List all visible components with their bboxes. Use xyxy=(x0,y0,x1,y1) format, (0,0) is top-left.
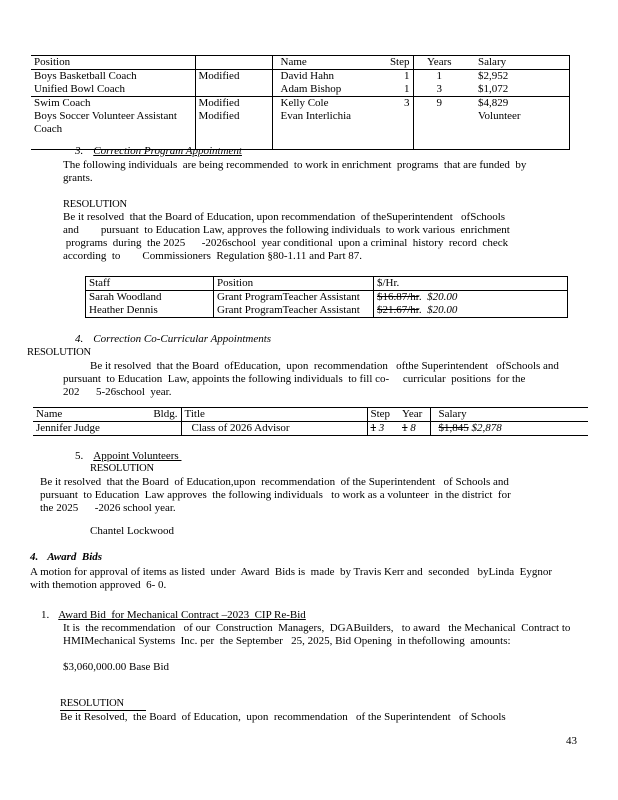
advisor-table xyxy=(33,407,588,436)
col-name: Name xyxy=(33,408,148,422)
cell-salary: $2,952 xyxy=(465,70,569,84)
paragraph-line: Be it resolved that the Board of Education,upon recommendation of the Superintendent of Schools and xyxy=(40,476,509,488)
cell-step: 1 xyxy=(372,83,413,97)
section-title: Appoint Volunteers xyxy=(93,450,182,462)
cell-position: Swim Coach xyxy=(31,97,195,111)
cell-rate xyxy=(374,291,568,305)
cell-status: Modified xyxy=(195,110,272,150)
col-step: Step xyxy=(367,408,399,422)
award-resolution: Be it Resolved, the Board of Education, upon recommendation of the Superintendent of Schools xyxy=(60,711,506,723)
cell-salary: Volunteer xyxy=(465,110,569,150)
col-step: Step xyxy=(372,56,413,70)
cell-salary: $1,072 xyxy=(465,83,569,97)
table-row xyxy=(86,304,568,318)
col-name: Name xyxy=(272,56,372,70)
advisor-title: Class of 2026 Advisor xyxy=(191,422,290,434)
section-number: 4. xyxy=(30,551,39,563)
old-rate: $21.67/hr xyxy=(377,304,419,316)
resolution-label: RESOLUTION xyxy=(27,347,91,358)
advisor-table-header xyxy=(33,408,588,422)
col-salary: Salary xyxy=(465,56,569,70)
table-row xyxy=(33,422,588,436)
paragraph-line: pursuant to Education Law, appoints the following individuals to fill co- curricular positions for the xyxy=(63,373,526,385)
item-number: 1. xyxy=(41,609,50,621)
col-salary: Salary xyxy=(430,408,588,422)
resolution-label: RESOLUTION xyxy=(63,199,127,210)
new-salary: $2,878 xyxy=(471,422,502,434)
award-bids-intro xyxy=(30,566,552,592)
award-bids-heading xyxy=(30,551,102,564)
cell-name: Jennifer Judge xyxy=(33,422,148,436)
paragraph-line: A motion for approval of items as listed under Award Bids is made by Travis Kerr and seconded byLinda Eygnor xyxy=(30,566,553,578)
paragraph-line: programs during the 2025 -2026school year conditional upon a criminal history record check xyxy=(63,237,509,249)
paragraph-line: 202 5-26school year. xyxy=(63,386,172,398)
cell-position: Boys Basketball Coach xyxy=(31,70,195,84)
cell-years: 9 xyxy=(436,97,442,109)
table-row xyxy=(31,110,569,150)
award-item-heading xyxy=(41,609,306,622)
paragraph-line: Be it resolved that the Board ofEducation, upon recommendation ofthe Superintendent ofSchools and xyxy=(90,360,559,372)
paragraph-line: grants. xyxy=(63,172,93,184)
section-title: Correction Program Appointment xyxy=(93,145,242,157)
cell-title xyxy=(181,422,367,436)
section3-resolution xyxy=(63,211,510,263)
table-row xyxy=(31,97,569,111)
section4-resolution xyxy=(63,360,559,399)
paragraph-line: Be it resolved that the Board of Education, upon recommendation of theSuperintendent ofSchools xyxy=(63,211,506,223)
col-rate: $/Hr. xyxy=(374,277,568,291)
table-row xyxy=(31,83,569,97)
coach-table xyxy=(31,55,570,150)
cell-step xyxy=(372,110,413,150)
cell-year xyxy=(399,422,430,436)
cell-salary: $4,829 xyxy=(465,97,569,111)
paragraph-line: according to Commissioners Regulation §80-1.11 and Part 87. xyxy=(63,250,362,262)
cell-status: Modified xyxy=(195,70,272,84)
new-rate: $20.00 xyxy=(427,291,458,303)
section-number: 5. xyxy=(75,450,84,462)
old-salary: $1,845 xyxy=(438,422,469,434)
cell-staff: Heather Dennis xyxy=(86,304,214,318)
old-rate: $16.87/hr xyxy=(377,291,419,303)
cell-name: Kelly Cole xyxy=(280,97,329,109)
col-bldg: Bldg. xyxy=(148,408,181,422)
page-number: 43 xyxy=(566,735,577,747)
paragraph-line: It is the recommendation of our Construction Managers, DGABuilders, to award the Mechanical Contract to xyxy=(63,622,571,634)
col-years: Years xyxy=(413,56,465,70)
rate-separator: . xyxy=(418,304,428,316)
section-number: 3. xyxy=(75,145,84,157)
cell-position: Boys Soccer Volunteer Assistant Coach xyxy=(31,110,195,150)
section-number: 4. xyxy=(75,333,84,345)
cell-step: 3 xyxy=(372,97,413,111)
paragraph-line: the 2025 -2026 school year. xyxy=(40,502,176,514)
section-title: Award Bids xyxy=(47,551,103,563)
cell-rate xyxy=(374,304,568,318)
cell-position: Unified Bowl Coach xyxy=(31,83,195,97)
paragraph-line: HMIMechanical Systems Inc. per the September 25, 2025, Bid Opening in thefollowing amounts: xyxy=(63,635,511,647)
table-row xyxy=(31,70,569,84)
col-position: Position xyxy=(31,56,195,70)
section3-body xyxy=(63,159,526,185)
cell-staff: Sarah Woodland xyxy=(86,291,214,305)
col-status xyxy=(195,56,272,70)
cell-name: Adam Bishop xyxy=(272,83,372,97)
new-year: 8 xyxy=(410,422,416,434)
rate-separator: . xyxy=(418,291,428,303)
cell-name: David Hahn xyxy=(280,70,334,82)
cell-years xyxy=(413,110,465,150)
resolution-label: RESOLUTION xyxy=(90,463,154,474)
cell-years: 1 xyxy=(436,70,442,82)
award-item-body xyxy=(63,622,570,648)
new-rate: $20.00 xyxy=(427,304,458,316)
resolution-label-text: RESOLUTION xyxy=(60,697,146,711)
cell-position: Grant ProgramTeacher Assistant xyxy=(214,291,374,305)
old-step: 1 xyxy=(370,422,376,434)
cell-step: 1 xyxy=(372,70,413,84)
paragraph-line: with themotion approved 6- 0. xyxy=(30,579,167,591)
col-staff: Staff xyxy=(86,277,214,291)
coach-table-header xyxy=(31,56,569,70)
old-year: 1 xyxy=(402,422,408,434)
cell-salary xyxy=(430,422,588,436)
cell-bldg xyxy=(148,422,181,436)
col-title: Title xyxy=(181,408,367,422)
staff-table xyxy=(85,276,568,318)
cell-step xyxy=(367,422,399,436)
cell-years: 3 xyxy=(413,83,465,97)
cell-status xyxy=(195,83,272,97)
paragraph-line: The following individuals are being recommended to work in enrichment programs that are funded by xyxy=(63,159,527,171)
section4-heading xyxy=(75,333,271,346)
col-position: Position xyxy=(214,277,374,291)
paragraph-line: pursuant to Education Law approves the following individuals to work as a volunteer in the district for xyxy=(40,489,511,501)
new-step: 3 xyxy=(378,422,385,434)
staff-table-header xyxy=(86,277,568,291)
resolution-label xyxy=(60,697,146,711)
item-title: Award Bid for Mechanical Contract –2023 CIP Re-Bid xyxy=(58,609,306,621)
table-row xyxy=(86,291,568,305)
col-year: Year xyxy=(399,408,430,422)
section-title: Correction Co-Curricular Appointments xyxy=(93,333,272,345)
section5-resolution xyxy=(40,476,511,515)
base-bid-amount: $3,060,000.00 Base Bid xyxy=(63,661,170,673)
section3-heading xyxy=(75,145,242,158)
cell-position: Grant ProgramTeacher Assistant xyxy=(214,304,374,318)
cell-name: Evan Interlichia xyxy=(272,110,372,150)
cell-status: Modified xyxy=(195,97,272,111)
paragraph-line: and pursuant to Education Law, approves the following individuals to work various enrichment xyxy=(63,224,510,236)
volunteer-name: Chantel Lockwood xyxy=(90,525,175,537)
